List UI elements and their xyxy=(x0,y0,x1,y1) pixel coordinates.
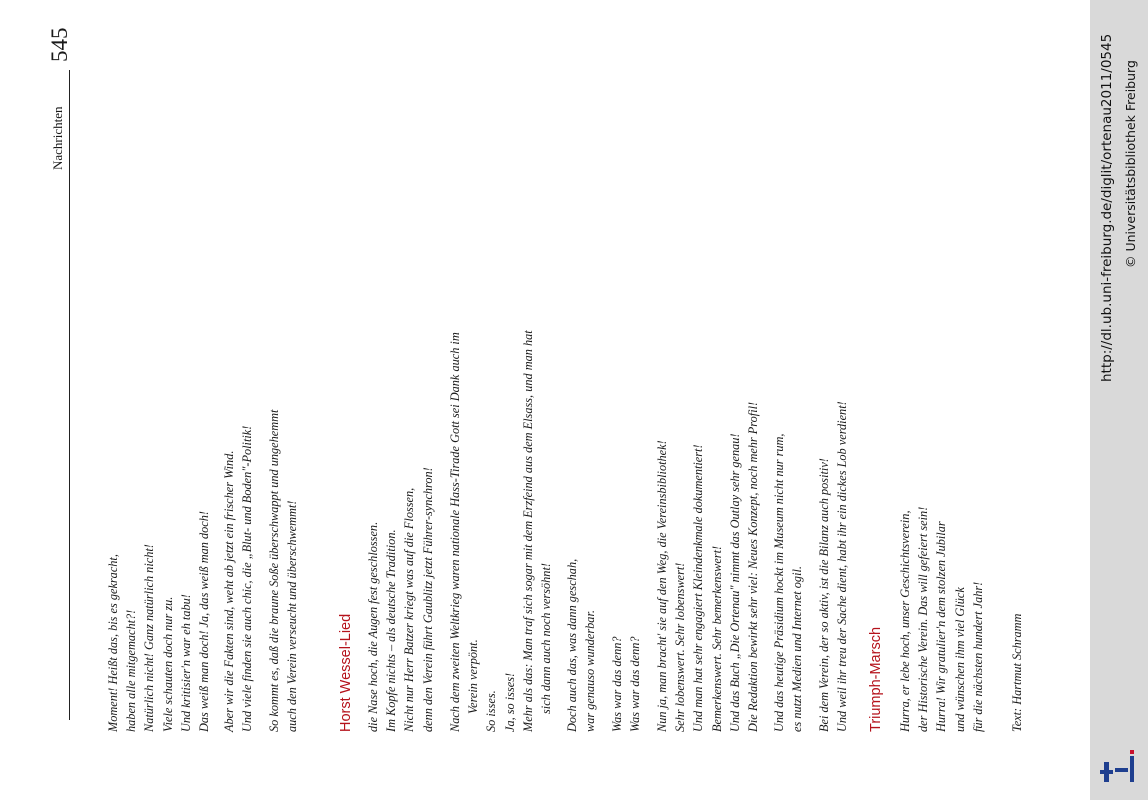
verse-line: denn den Verein führt Gaublitz jetzt Führer-synchron! xyxy=(420,467,435,732)
verse-line: Mehr als das: Man traf sich sogar mit dem Erzfeind aus dem Elsass, und man hat xyxy=(520,330,535,732)
verse-line: Und weil ihr treu der Sache dient, habt ihr ein dickes Lob verdient! xyxy=(835,401,850,732)
stanza-4 xyxy=(364,467,437,732)
verse-line: Ja, so isses! xyxy=(502,672,517,732)
verse-line: die Nase hoch, die Augen fest geschlossen. xyxy=(366,521,380,732)
verse-line: Hurra! Wir gratulier'n dem stolzen Jubilar xyxy=(934,521,949,732)
verse-line: Und kritisier'n war eh tabu! xyxy=(178,594,193,732)
verse-line: Viele schauten doch nur zu. xyxy=(160,596,175,732)
verse-line: Natürlich nicht! Ganz natürlich nicht! xyxy=(142,544,157,732)
verse-line: Die Redaktion bewirkt sehr viel: Neues Konzept, noch mehr Profil! xyxy=(746,401,761,732)
verse-line: Was war das denn? xyxy=(628,636,643,732)
verse-line: und wünschen ihm viel Glück xyxy=(952,587,967,732)
header-rule xyxy=(69,70,70,720)
verse-line: Was war das denn? xyxy=(610,636,624,732)
copyright-notice: © Universitätsbibliothek Freiburg xyxy=(1123,60,1138,268)
stanza-3 xyxy=(265,410,301,732)
verse-line: Moment! Heißt das, bis es gekracht, xyxy=(106,554,120,732)
verse-line: für die nächsten hundert Jahr! xyxy=(970,581,985,732)
verse-line: So isses. xyxy=(484,690,499,732)
permalink-url[interactable]: http://dl.ub.uni-freiburg.de/diglit/ortenau2011/0545 xyxy=(1099,33,1115,382)
ub-freiburg-logo-icon xyxy=(1100,748,1140,788)
stanza-8 xyxy=(653,402,762,732)
stanza-2 xyxy=(220,426,256,732)
stanza-7 xyxy=(608,636,644,732)
verse-line: es nutzt Medien und Internet ogil. xyxy=(790,566,805,732)
verse-line: Bemerkenswert. Sehr bemerkenswert! xyxy=(709,545,724,732)
page-number: 545 xyxy=(47,27,72,62)
verse-line: haben alle mitgemacht?! xyxy=(124,609,139,732)
credit-line: Text: Hartmut Schramm xyxy=(1010,613,1024,732)
sidebar-text xyxy=(1090,0,1148,800)
verse-line: Nun ja, man bracht' sie auf den Weg, die Vereinsbibliothek! xyxy=(655,440,669,732)
stanza-9 xyxy=(770,433,806,732)
stanza-6 xyxy=(563,559,599,732)
verse-line: Und man hat sehr engagiert Kleindenkmale dokumentiert! xyxy=(691,444,706,732)
stanza-11 xyxy=(896,507,987,732)
section-heading-horst-wessel-lied: Horst Wessel-Lied xyxy=(338,613,354,732)
verse-line: Doch auch das, was dann geschah, xyxy=(565,558,579,732)
verse-line: Das weiß man doch! Ja, das weiß man doch! xyxy=(197,511,212,732)
verse-line: Aber wir die Fakten sind, weht ab jetzt ein frischer Wind. xyxy=(222,450,236,732)
verse-line: Verein verpönt. xyxy=(466,639,481,714)
verse-line: Nach dem zweiten Weltkrieg waren nationale Hass-Tirade Gott sei Dank auch im xyxy=(448,332,462,732)
stanza-5 xyxy=(446,330,555,732)
verse-line: der Historische Verein. Das will gefeiert sein! xyxy=(916,506,931,732)
stanza-10 xyxy=(815,401,851,732)
verse-line: Bei dem Verein, der so aktiv, ist die Bilanz auch positiv! xyxy=(817,458,831,732)
verse-line: Und das heutige Präsidium hockt im Museum nicht nur rum, xyxy=(772,433,786,732)
verse-line: Und viele finden sie auch chic, die „Blut- und Boden"-Politik! xyxy=(240,425,255,732)
library-sidebar xyxy=(1090,0,1148,800)
verse-line: Nicht nur Herr Batzer kriegt was auf die Flossen, xyxy=(402,487,417,732)
verse-line: Sehr lobenswert. Sehr lobenswert! xyxy=(673,562,688,732)
section-heading-triumph-marsch: Triumph-Marsch xyxy=(868,626,884,732)
verse-line: war genauso wunderbar. xyxy=(583,610,598,732)
verse-line: So kommt es, daß die braune Soße überschwappt und ungehemmt xyxy=(267,409,281,732)
stanza-1 xyxy=(104,511,213,732)
verse-line: auch den Verein verseucht und überschwemmt! xyxy=(285,500,300,732)
verse-line: Und das Buch „Die Ortenau" nimmt das Outlay sehr genau! xyxy=(727,433,742,732)
verse-line: Hurra, er lebe hoch, unser Geschichtsverein, xyxy=(898,510,912,732)
author-credit xyxy=(1008,614,1026,732)
verse-line: sich dann auch noch versöhnt! xyxy=(539,563,554,714)
running-header-label: Nachrichten xyxy=(50,106,65,170)
verse-line: Im Kopfe nichts – als deutsche Tradition. xyxy=(384,529,399,732)
